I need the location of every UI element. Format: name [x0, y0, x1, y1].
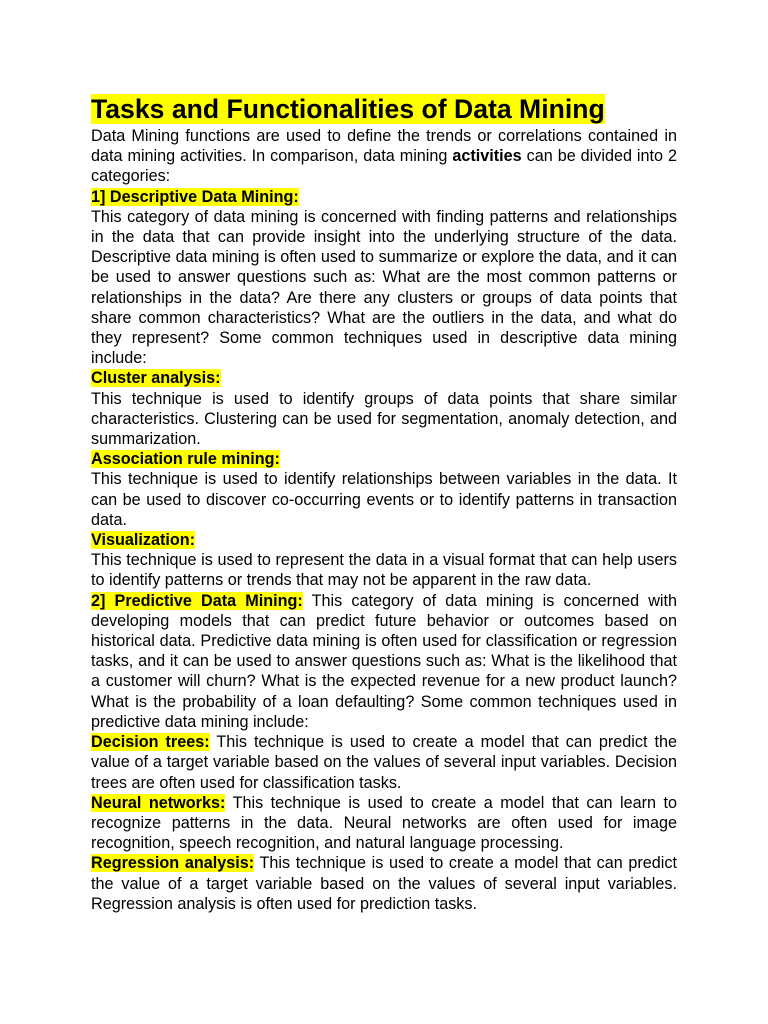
visualization-heading: [91, 530, 677, 550]
association-heading: [91, 449, 677, 469]
cluster-heading-text: Cluster analysis:: [91, 369, 221, 388]
neural-networks-paragraph: [91, 793, 677, 854]
predictive-paragraph: [91, 591, 677, 732]
descriptive-heading-text: 1] Descriptive Data Mining:: [91, 187, 299, 206]
cluster-body: This technique is used to identify groups of data points that share similar characteristics. Clustering can be used for segmentation, anomaly detection, and summarization.: [91, 389, 677, 449]
predictive-body: This category of data mining is concerned with developing models that can predict future behavior or outcomes based on historical data. Predictive data mining is often used for classification or regression tasks, and it can be used to answer questions such as: What is the likelihood that a customer will churn? What is the expected revenue for a new product launch? What is the probability of a loan defaulting? Some common techniques used in predictive data mining include:: [91, 591, 677, 731]
document-title-text: Tasks and Functionalities of Data Mining: [91, 94, 605, 124]
association-body: This technique is used to identify relationships between variables in the data. It can be used to discover co-occurring events or to identify patterns in transaction data.: [91, 470, 677, 529]
regression-body: This technique is used to create a model that can predict the value of a target variable based on the values of several input variables. Regression analysis is often used for prediction tasks.: [91, 854, 677, 913]
cluster-heading: [91, 368, 677, 388]
decision-trees-body: This technique is used to create a model that can predict the value of a target variable based on the values of several input variables. Decision trees are often used for classification tasks.: [91, 733, 677, 792]
neural-networks-heading: Neural networks:: [91, 793, 226, 812]
descriptive-body: This category of data mining is concerned with finding patterns and relationships in the data that can provide insight into the underlying structure of the data. Descriptive data mining is often used to summarize or explore the data, and it can be used to answer questions such as: What are the most common patterns or relationships in the data? Are there any clusters or groups of data points that share common characteristics? What are the outliers in the data, and what do they represent? Some common techniques used in descriptive data mining include:: [91, 207, 677, 368]
document-title: [91, 93, 677, 125]
intro-text-after: can be divided into 2 categories:: [91, 147, 677, 186]
regression-heading: Regression analysis:: [91, 854, 255, 873]
visualization-body: This technique is used to represent the data in a visual format that can help users to identify patterns or trends that may not be apparent in the raw data.: [91, 551, 677, 590]
intro-bold-word: activities: [452, 147, 522, 166]
regression-paragraph: [91, 853, 677, 914]
document-page: [91, 93, 677, 914]
decision-trees-heading: Decision trees:: [91, 733, 210, 752]
association-heading-text: Association rule mining:: [91, 450, 280, 469]
decision-trees-paragraph: [91, 732, 677, 793]
neural-networks-body: This technique is used to create a model that can learn to recognize patterns in the data. Neural networks are often used for image recognition, speech recognition, and natural language processing.: [91, 793, 677, 853]
visualization-heading-text: Visualization:: [91, 531, 196, 550]
descriptive-heading: [91, 187, 677, 207]
intro-paragraph: [91, 126, 677, 187]
predictive-heading: 2] Predictive Data Mining:: [91, 591, 303, 610]
intro-text-before: Data Mining functions are used to define the trends or correlations contained in data mining activities. In comparison, data mining: [91, 127, 677, 166]
